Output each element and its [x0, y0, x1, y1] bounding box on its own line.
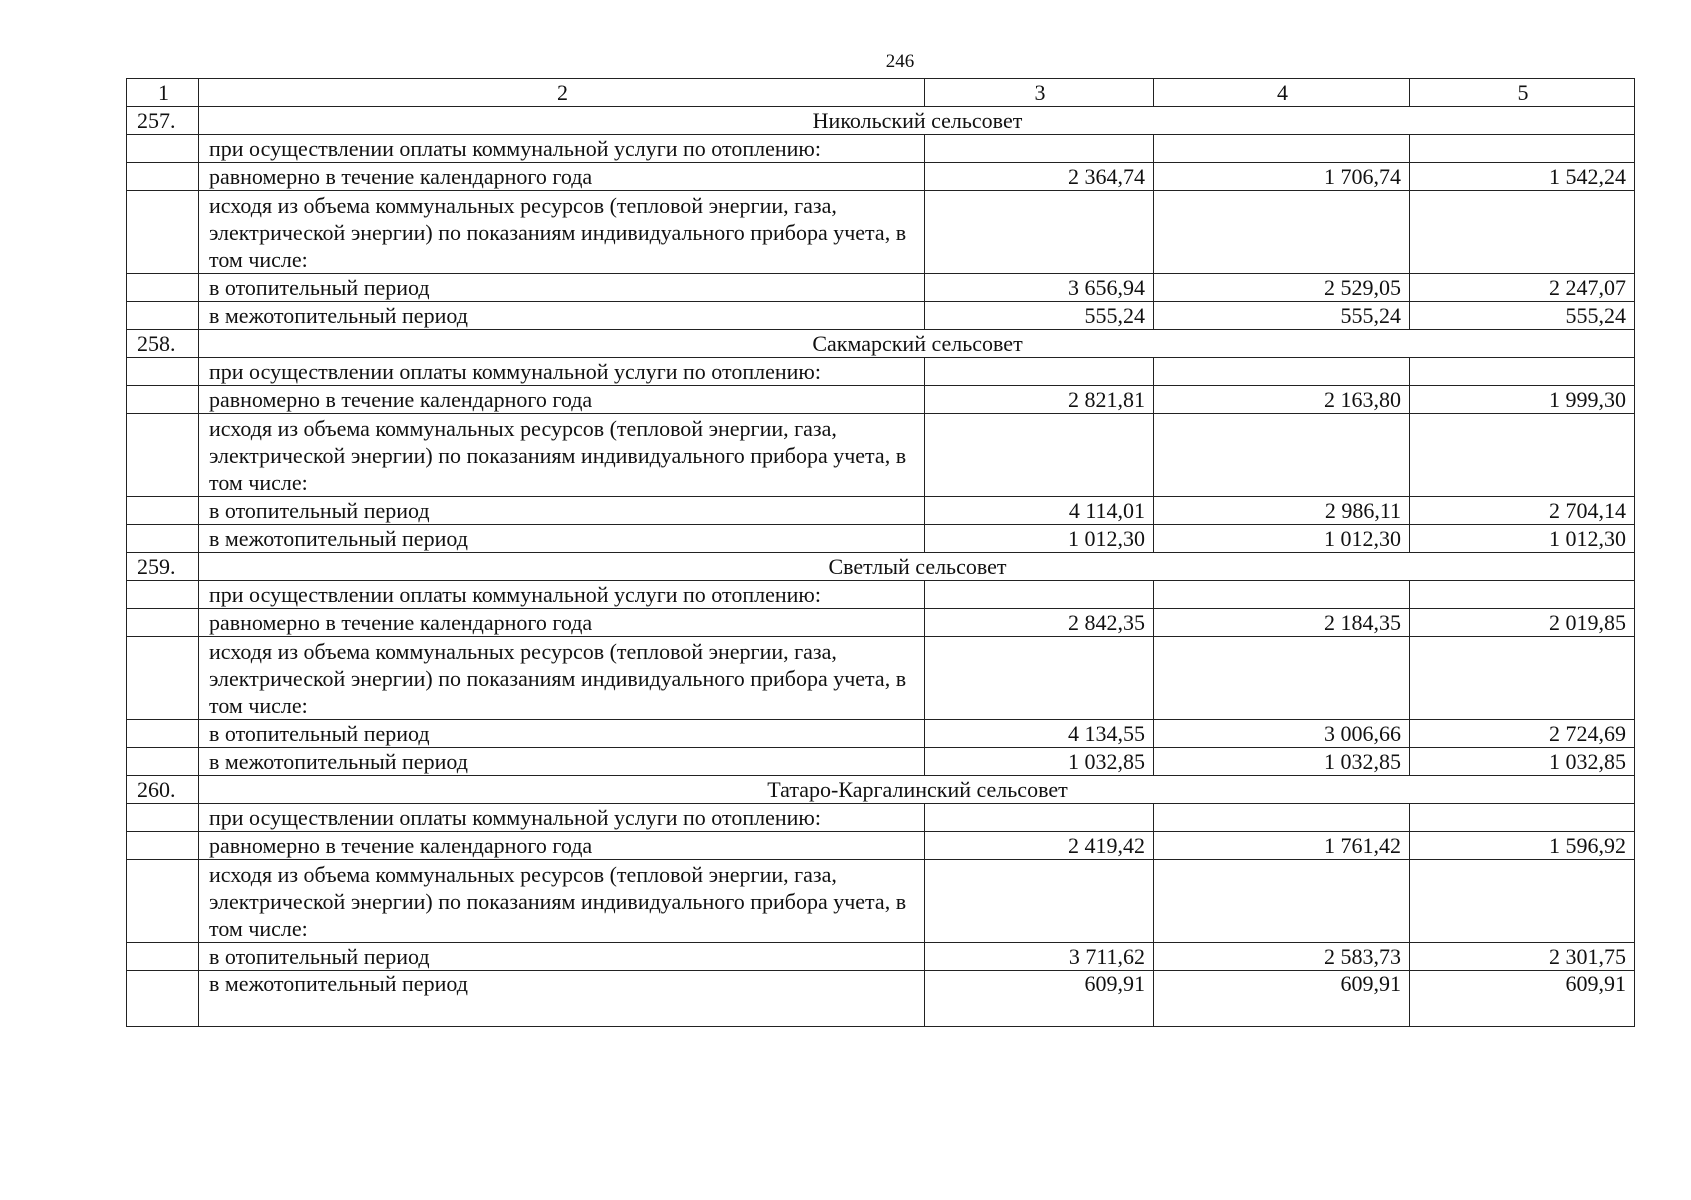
- value-col-4: [1154, 191, 1410, 274]
- value-col-5: 2 301,75: [1410, 943, 1635, 971]
- row-label: равномерно в течение календарного года: [199, 832, 925, 860]
- value-col-3: [925, 581, 1154, 609]
- table-row: [127, 860, 1635, 943]
- value-col-4: 1 761,42: [1154, 832, 1410, 860]
- value-col-5: 2 704,14: [1410, 497, 1635, 525]
- table-row: [127, 497, 1635, 525]
- value-col-3: 2 364,74: [925, 163, 1154, 191]
- section-title: Светлый сельсовет: [199, 553, 1635, 581]
- row-label: в отопительный период: [199, 497, 925, 525]
- value-col-3: 1 032,85: [925, 748, 1154, 776]
- value-col-3: 3 711,62: [925, 943, 1154, 971]
- empty-cell: [127, 637, 199, 720]
- empty-cell: [127, 804, 199, 832]
- section-title: Никольский сельсовет: [199, 107, 1635, 135]
- value-col-5: [1410, 804, 1635, 832]
- value-col-3: 555,24: [925, 302, 1154, 330]
- column-header: 2: [199, 79, 925, 107]
- empty-cell: [127, 943, 199, 971]
- table-row: [127, 720, 1635, 748]
- section-title: Татаро-Каргалинский сельсовет: [199, 776, 1635, 804]
- value-col-5: [1410, 414, 1635, 497]
- value-col-4: [1154, 358, 1410, 386]
- value-col-4: 1 032,85: [1154, 748, 1410, 776]
- row-label: исходя из объема коммунальных ресурсов (тепловой энергии, газа, электрической энергии) по показаниям индивидуального прибора учета, в том числе:: [199, 637, 925, 720]
- value-col-5: [1410, 581, 1635, 609]
- row-label: при осуществлении оплаты коммунальной услуги по отоплению:: [199, 581, 925, 609]
- row-label: равномерно в течение календарного года: [199, 163, 925, 191]
- empty-cell: [127, 860, 199, 943]
- value-col-3: 3 656,94: [925, 274, 1154, 302]
- value-col-3: 2 842,35: [925, 609, 1154, 637]
- row-label: в отопительный период: [199, 943, 925, 971]
- section-number: 259.: [127, 553, 199, 581]
- empty-cell: [127, 135, 199, 163]
- table-row: [127, 274, 1635, 302]
- value-col-4: 2 529,05: [1154, 274, 1410, 302]
- value-col-4: [1154, 414, 1410, 497]
- value-col-5: 2 247,07: [1410, 274, 1635, 302]
- table-row: [127, 832, 1635, 860]
- value-col-3: [925, 191, 1154, 274]
- table-row: [127, 191, 1635, 274]
- value-col-5: 1 032,85: [1410, 748, 1635, 776]
- value-col-5: 1 542,24: [1410, 163, 1635, 191]
- value-col-4: [1154, 581, 1410, 609]
- table-row: [127, 609, 1635, 637]
- page-number: 246: [885, 51, 915, 72]
- value-col-5: 2 019,85: [1410, 609, 1635, 637]
- row-label: исходя из объема коммунальных ресурсов (тепловой энергии, газа, электрической энергии) по показаниям индивидуального прибора учета, в том числе:: [199, 860, 925, 943]
- empty-cell: [127, 358, 199, 386]
- value-col-5: 609,91: [1410, 971, 1635, 1027]
- value-col-4: 3 006,66: [1154, 720, 1410, 748]
- value-col-3: 609,91: [925, 971, 1154, 1027]
- table-row: [127, 748, 1635, 776]
- value-col-4: [1154, 637, 1410, 720]
- row-label: равномерно в течение календарного года: [199, 386, 925, 414]
- row-label: равномерно в течение календарного года: [199, 609, 925, 637]
- empty-cell: [127, 748, 199, 776]
- empty-cell: [127, 302, 199, 330]
- value-col-5: [1410, 135, 1635, 163]
- empty-cell: [127, 609, 199, 637]
- section-row: [127, 553, 1635, 581]
- empty-cell: [127, 414, 199, 497]
- section-row: [127, 107, 1635, 135]
- tariff-table: [126, 78, 1635, 1027]
- value-col-5: [1410, 860, 1635, 943]
- row-label: в межотопительный период: [199, 748, 925, 776]
- row-label: в отопительный период: [199, 720, 925, 748]
- value-col-4: [1154, 804, 1410, 832]
- table-row: [127, 135, 1635, 163]
- value-col-4: 1 012,30: [1154, 525, 1410, 553]
- value-col-4: 2 986,11: [1154, 497, 1410, 525]
- empty-cell: [127, 497, 199, 525]
- value-col-5: [1410, 358, 1635, 386]
- row-label: при осуществлении оплаты коммунальной услуги по отоплению:: [199, 135, 925, 163]
- table-row: [127, 302, 1635, 330]
- empty-cell: [127, 971, 199, 1027]
- table-row: [127, 163, 1635, 191]
- row-label: в межотопительный период: [199, 525, 925, 553]
- row-label: в межотопительный период: [199, 302, 925, 330]
- row-label: исходя из объема коммунальных ресурсов (тепловой энергии, газа, электрической энергии) по показаниям индивидуального прибора учета, в том числе:: [199, 414, 925, 497]
- section-number: 258.: [127, 330, 199, 358]
- section-title: Сакмарский сельсовет: [199, 330, 1635, 358]
- value-col-3: 4 114,01: [925, 497, 1154, 525]
- column-header: 5: [1410, 79, 1635, 107]
- value-col-3: [925, 358, 1154, 386]
- value-col-3: 2 419,42: [925, 832, 1154, 860]
- table-row: [127, 943, 1635, 971]
- value-col-3: [925, 414, 1154, 497]
- value-col-5: 2 724,69: [1410, 720, 1635, 748]
- value-col-5: [1410, 637, 1635, 720]
- value-col-3: 4 134,55: [925, 720, 1154, 748]
- empty-cell: [127, 274, 199, 302]
- value-col-3: [925, 637, 1154, 720]
- value-col-3: [925, 804, 1154, 832]
- value-col-5: 555,24: [1410, 302, 1635, 330]
- table-row: [127, 971, 1635, 1027]
- table-row: [127, 804, 1635, 832]
- empty-cell: [127, 832, 199, 860]
- column-number-row: [127, 79, 1635, 107]
- value-col-5: [1410, 191, 1635, 274]
- empty-cell: [127, 386, 199, 414]
- empty-cell: [127, 720, 199, 748]
- value-col-4: 1 706,74: [1154, 163, 1410, 191]
- column-header: 4: [1154, 79, 1410, 107]
- section-row: [127, 330, 1635, 358]
- value-col-5: 1 596,92: [1410, 832, 1635, 860]
- table-row: [127, 386, 1635, 414]
- value-col-4: [1154, 860, 1410, 943]
- section-row: [127, 776, 1635, 804]
- value-col-4: 2 163,80: [1154, 386, 1410, 414]
- value-col-4: [1154, 135, 1410, 163]
- row-label: в межотопительный период: [199, 971, 925, 1027]
- value-col-4: 555,24: [1154, 302, 1410, 330]
- section-number: 260.: [127, 776, 199, 804]
- column-header: 3: [925, 79, 1154, 107]
- table-row: [127, 637, 1635, 720]
- empty-cell: [127, 191, 199, 274]
- table-row: [127, 414, 1635, 497]
- column-header: 1: [127, 79, 199, 107]
- value-col-5: 1 999,30: [1410, 386, 1635, 414]
- row-label: при осуществлении оплаты коммунальной услуги по отоплению:: [199, 804, 925, 832]
- table-row: [127, 525, 1635, 553]
- table-row: [127, 358, 1635, 386]
- empty-cell: [127, 525, 199, 553]
- section-number: 257.: [127, 107, 199, 135]
- value-col-5: 1 012,30: [1410, 525, 1635, 553]
- row-label: в отопительный период: [199, 274, 925, 302]
- row-label: при осуществлении оплаты коммунальной услуги по отоплению:: [199, 358, 925, 386]
- table-row: [127, 581, 1635, 609]
- value-col-4: 2 583,73: [1154, 943, 1410, 971]
- value-col-3: 2 821,81: [925, 386, 1154, 414]
- row-label: исходя из объема коммунальных ресурсов (тепловой энергии, газа, электрической энергии) по показаниям индивидуального прибора учета, в том числе:: [199, 191, 925, 274]
- empty-cell: [127, 163, 199, 191]
- empty-cell: [127, 581, 199, 609]
- value-col-4: 2 184,35: [1154, 609, 1410, 637]
- value-col-4: 609,91: [1154, 971, 1410, 1027]
- value-col-3: [925, 860, 1154, 943]
- value-col-3: [925, 135, 1154, 163]
- value-col-3: 1 012,30: [925, 525, 1154, 553]
